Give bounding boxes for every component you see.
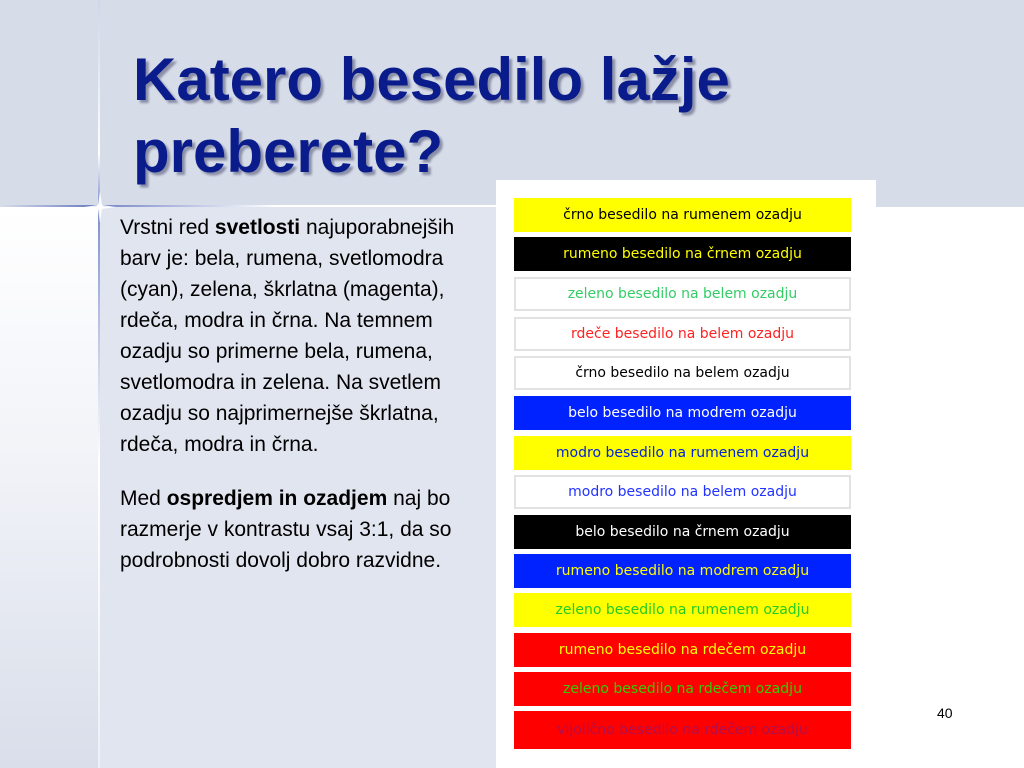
page-number: 40 xyxy=(937,705,953,721)
sample-row: črno besedilo na rumenem ozadju xyxy=(514,198,851,232)
sample-row: rumeno besedilo na rdečem ozadju xyxy=(514,633,851,667)
sample-row: zeleno besedilo na rumenem ozadju xyxy=(514,593,851,627)
right-background xyxy=(875,207,1024,768)
sample-row: belo besedilo na črnem ozadju xyxy=(514,515,851,549)
paragraph-2-emphasis: ospredjem in ozadjem xyxy=(166,487,388,510)
paragraph-brightness-order xyxy=(120,212,492,460)
sample-row: belo besedilo na modrem ozadju xyxy=(514,396,851,430)
sample-row: modro besedilo na belem ozadju xyxy=(514,475,851,509)
slide-title: Katero besedilo lažje preberete? xyxy=(133,46,730,185)
sample-row: rumeno besedilo na črnem ozadju xyxy=(514,237,851,271)
sample-row: modro besedilo na rumenem ozadju xyxy=(514,436,851,470)
paragraph-contrast-ratio xyxy=(120,483,492,576)
paragraph-2-prefix: Med xyxy=(120,487,167,510)
body-text xyxy=(120,212,492,599)
sample-row: črno besedilo na belem ozadju xyxy=(514,356,851,390)
decor-horizontal-line xyxy=(0,205,500,207)
sparkle-icon xyxy=(84,191,116,223)
sample-row: rdeče besedilo na belem ozadju xyxy=(514,317,851,351)
left-decor-panel xyxy=(0,207,100,768)
sample-row: rumeno besedilo na modrem ozadju xyxy=(514,554,851,588)
paragraph-2-rest: naj bo razmerje v kontrastu vsaj 3:1, da so podrobnosti dovolj dobro razvidne. xyxy=(120,487,452,572)
sample-row: zeleno besedilo na belem ozadju xyxy=(514,277,851,311)
sample-row: zeleno besedilo na rdečem ozadju xyxy=(514,672,851,706)
decor-vertical-line xyxy=(98,0,100,768)
paragraph-1-rest: najuporabnejših barv je: bela, rumena, svetlomodra (cyan), zelena, škrlatna (magenta), rdeča, modra in črna. Na temnem ozadju so primerne bela, rumena, svetlomodra in zelena. Na svetlem ozadju so najprimernejše škrlatna, rdeča, modra in črna. xyxy=(120,216,455,456)
paragraph-1-prefix: Vrstni red xyxy=(120,216,215,239)
paragraph-1-emphasis: svetlosti xyxy=(214,216,301,239)
color-contrast-examples xyxy=(496,180,876,768)
sample-row: vijolično besedilo na rdečem ozadju xyxy=(514,711,851,749)
